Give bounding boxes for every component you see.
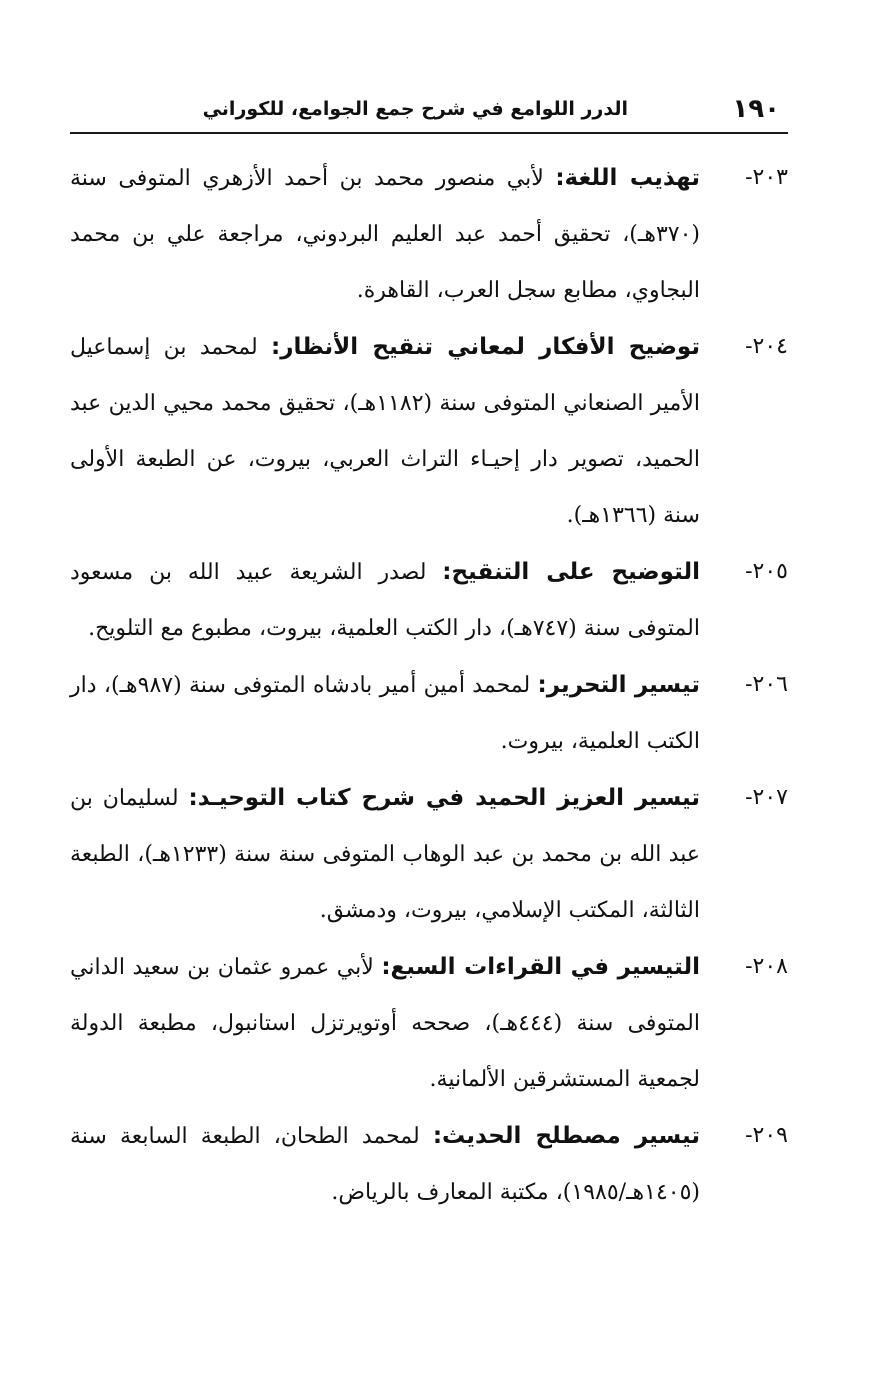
bibliography-entry xyxy=(70,657,788,770)
bibliography-entry xyxy=(70,939,788,1108)
entry-body: لمحمد أمين أمير بادشاه المتوفى سنة (٩٨٧هـ)، دار الكتب العلمية، بيروت. xyxy=(70,673,700,754)
entry-title: التوضيح على التنقيح: xyxy=(442,559,700,585)
bibliography-entry xyxy=(70,544,788,657)
entry-body: لأبي عمرو عثمان بن سعيد الداني المتوفى سنة (٤٤٤هـ)، صححه أوتويرتزل استانبول، مطبعة الدولة لجمعية المستشرقين الألمانية. xyxy=(70,955,700,1092)
bibliography-list xyxy=(70,150,788,1221)
entry-number: ٢٠٨- xyxy=(745,954,788,979)
running-title: الدرر اللوامع في شرح جمع الجوامع، للكوراني xyxy=(202,98,628,120)
bibliography-entry xyxy=(70,150,788,319)
entry-body: لمحمد الطحان، الطبعة السابعة سنة (١٤٠٥هـ/١٩٨٥)، مكتبة المعارف بالرياض. xyxy=(70,1124,700,1205)
entry-body: لصدر الشريعة عبيد الله بن مسعود المتوفى سنة (٧٤٧هـ)، دار الكتب العلمية، بيروت، مطبوع مع التلويح. xyxy=(70,560,700,641)
entry-body: لسليمان بن عبد الله بن محمد بن عبد الوهاب المتوفى سنة سنة (١٢٣٣هـ)، الطبعة الثالثة، المكتب الإسلامي، بيروت، ودمشق. xyxy=(70,786,700,923)
entry-body: لمحمد بن إسماعيل الأمير الصنعاني المتوفى سنة (١١٨٢هـ)، تحقيق محمد محيي الدين عبد الحميد، تصوير دار إحيـاء التراث العربي، بيروت، عن الطبعة الأولى سنة (١٣٦٦هـ). xyxy=(70,335,700,528)
page-header xyxy=(70,88,788,128)
entry-title: تهذيب اللغة: xyxy=(555,165,700,191)
bibliography-entry xyxy=(70,319,788,544)
bibliography-entry xyxy=(70,1108,788,1221)
entry-title: تيسير العزيز الحميد في شرح كتاب التوحيـد: xyxy=(188,785,700,811)
entry-number: ٢٠٦- xyxy=(745,672,788,697)
header-rule xyxy=(70,132,788,134)
entry-title: تيسير مصطلح الحديث: xyxy=(432,1123,700,1149)
entry-title: التيسير في القراءات السبع: xyxy=(381,954,700,980)
entry-number: ٢٠٧- xyxy=(745,785,788,810)
entry-number: ٢٠٩- xyxy=(745,1123,788,1148)
entry-number: ٢٠٤- xyxy=(745,334,788,359)
entry-title: تيسير التحرير: xyxy=(537,672,700,698)
entry-number: ٢٠٥- xyxy=(745,559,788,584)
entry-body: لأبي منصور محمد بن أحمد الأزهري المتوفى سنة (٣٧٠هـ)، تحقيق أحمد عبد العليم البردوني، مراجعة علي بن محمد البجاوي، مطابع سجل العرب، القاهرة. xyxy=(70,166,700,303)
entry-title: توضيح الأفكار لمعاني تنقيح الأنظار: xyxy=(271,334,700,360)
bibliography-entry xyxy=(70,770,788,939)
page-number: ١٩٠ xyxy=(732,94,780,124)
entry-number: ٢٠٣- xyxy=(745,165,788,190)
